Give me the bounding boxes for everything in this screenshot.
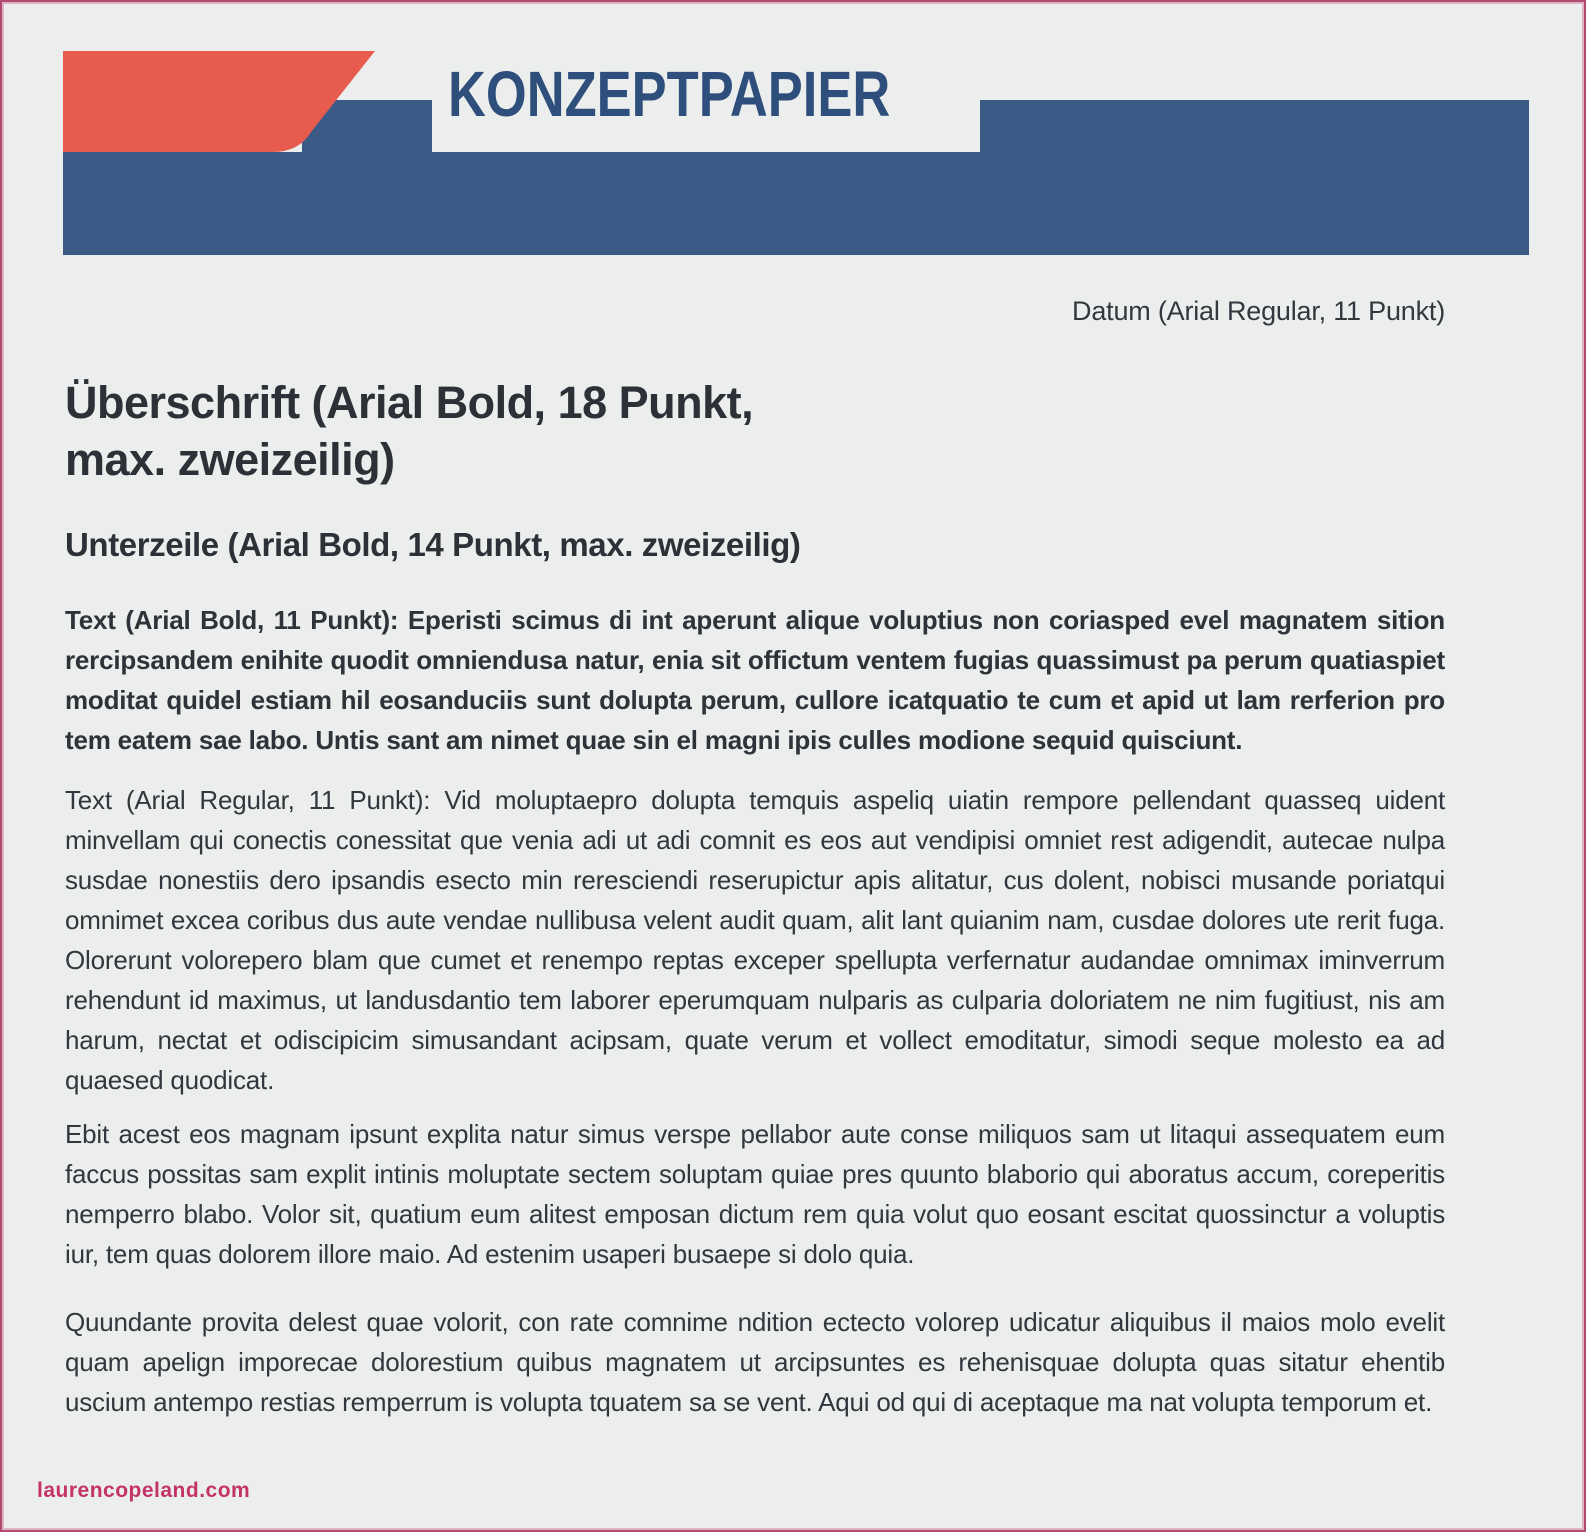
page-subtitle: Unterzeile (Arial Bold, 14 Punkt, max. zweizeilig)	[65, 526, 801, 563]
paragraph-regular-1: Text (Arial Regular, 11 Punkt): Vid moluptaepro dolupta temquis aspeliq uiatin rempore pellendant quasseq uident minvellam qui conectis conessitat que venia adi ut adi comnit es eos aut vendipisi omniet rest adigendit, autecae nulpa susdae nonestiis dero ipsandis esecto min reresciendi reserupictur apis alitatur, cus dolent, nobisci musande poriatqui omnimet excea coribus dus aute vendae nullibusa velent audit quam, alit lant quianim nam, cusdae dolores ute rerit fuga. Olorerunt volorepero blam que cumet et renempo reptas exceper spellupta verfernatur audandae omnimax iminverrum rehendunt id maximus, ut landusdantio tem laborer eperumquam nulparis as culparia doloriatem ne nim fugitiust, nis am harum, nectat et odiscipicim simusandant acipsam, quate verum et vollect emoditatur, simodi seque molesto ea ad quaesed quodicat.	[65, 785, 1445, 1095]
page-title-line2: max. zweizeilig)	[65, 434, 395, 485]
content-area	[65, 2, 1445, 1422]
page-title-line1: Überschrift (Arial Bold, 18 Punkt,	[65, 377, 754, 428]
paragraph-regular-2: Ebit acest eos magnam ipsunt explita natur simus verspe pellabor aute conse miliquos sam ut litaqui assequatem eum faccus possitas sam explit intinis moluptate sectem soluptam quiae pres quunto blaborio qui aboratus accum, coreperitis nemperro blabo. Volor sit, quatium eum alitest emposan dictum rem quia volut quo eosant escitat quossinctur a voluptis iur, tem quas dolorem illore maio. Ad estenim usaperi busaepe si dolo quia.	[65, 1119, 1445, 1269]
document-type-title: KONZEPTPAPIER	[448, 58, 891, 130]
paragraph-regular-3: Quundante provita delest quae volorit, con rate comnime ndition ectecto volorep udicatur aliquibus il maios molo evelit quam apelign imporecae dolorestium quibus magnatem ut arcipsuntes es rehenisquae dolupta quas sitatur ehentib uscium antempo restias remperrum is volupta tquatem sa se vent. Aqui od qui di aceptaque ma nat volupta temporum et.	[65, 1307, 1445, 1417]
date-placeholder: Datum (Arial Regular, 11 Punkt)	[1072, 296, 1445, 326]
watermark-text: laurencopeland.com	[37, 1479, 251, 1502]
paragraph-bold: Text (Arial Bold, 11 Punkt): Eperisti scimus di int aperunt alique voluptius non coriasped evel magnatem sition rercipsandem enihite quodit omniendusa natur, enia sit offictum ventem fugias quassimust pa perum quatiaspiet moditat quidel estiam hil eosanduciis sunt dolupta perum, cullore icatquatio te cum et apid ut lam rerferion pro tem eatem sae labo. Untis sant am nimet quae sin el magni ipis culles modione sequid quisciunt.	[65, 605, 1445, 755]
page-title	[65, 374, 1445, 488]
